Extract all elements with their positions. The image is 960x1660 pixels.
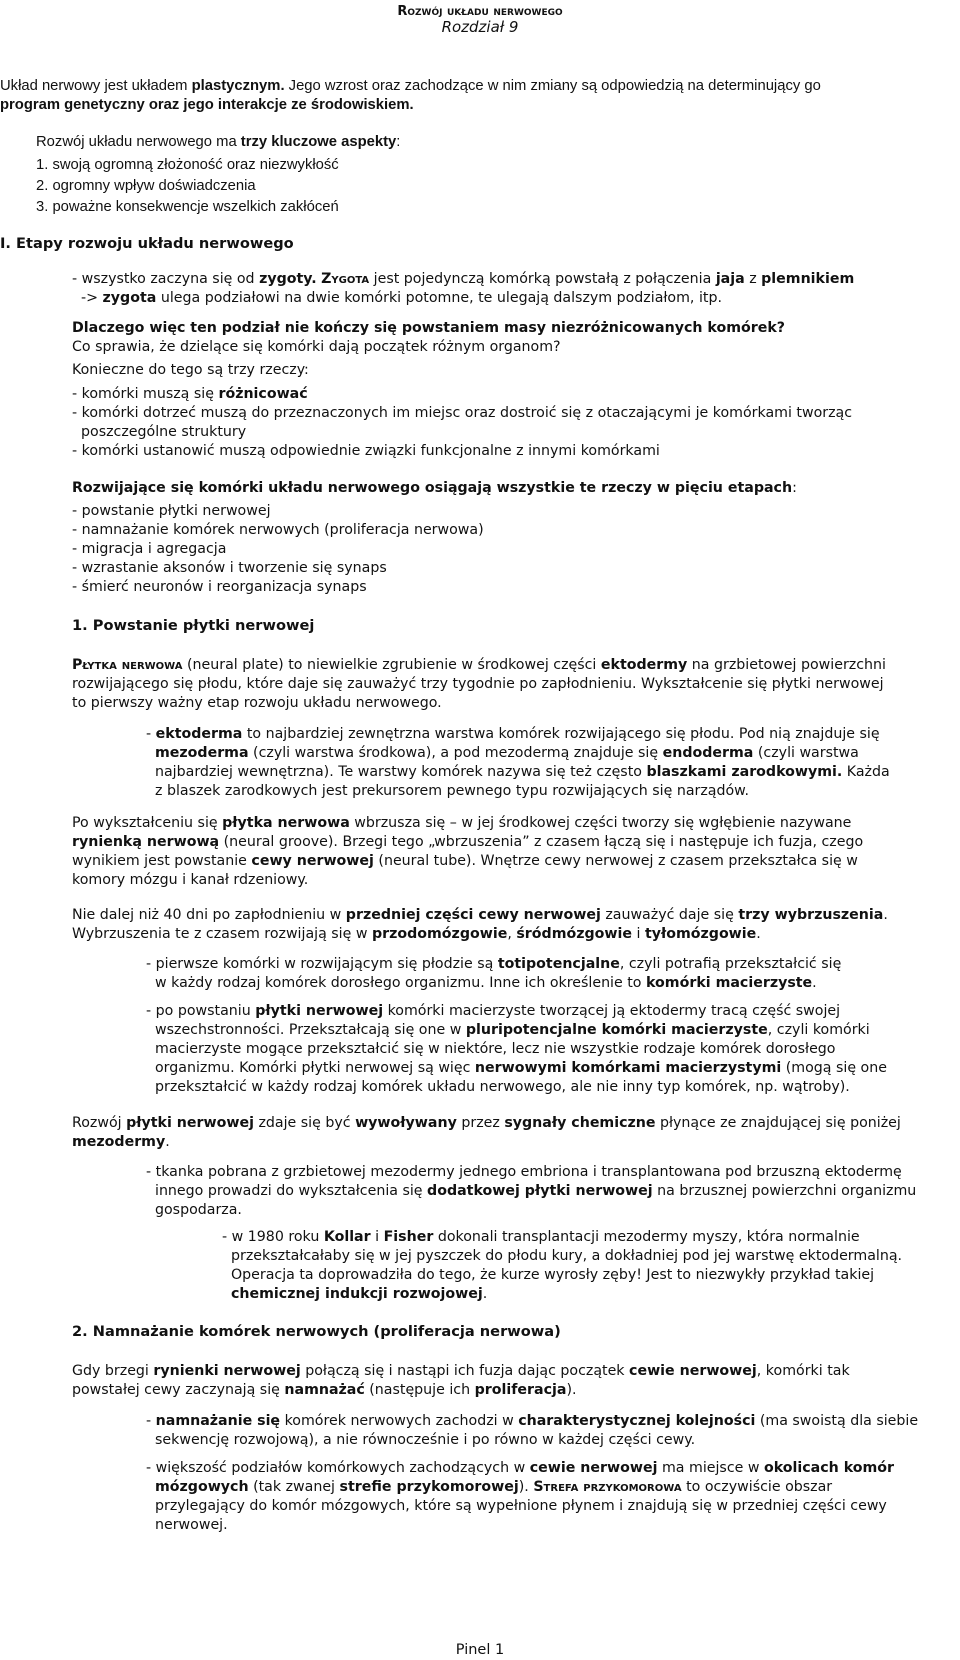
text-run: : (792, 480, 797, 496)
bold-term: różnicować (218, 386, 308, 402)
text-run: ma miejsce w (657, 1460, 764, 1476)
text-run: . (756, 926, 761, 942)
page-footer: Pinel 1 (455, 1642, 505, 1658)
bold-term: Kollar (323, 1229, 371, 1245)
stage-item: - śmierć neuronów i reorganizacja synaps (72, 579, 367, 595)
ektoderma-line (155, 744, 859, 763)
bold-term: przedniej części cewy nerwowej (345, 907, 601, 923)
text-run: - wszystko zaczyna się od (72, 271, 260, 287)
kollar-line (231, 1285, 487, 1304)
text-run: -> (72, 290, 103, 306)
text-run: innego prowadzi do wykształcenia się (155, 1183, 428, 1199)
paragraph-line (72, 1133, 170, 1152)
text-run: , czyli potrafią przekształcić się (619, 956, 842, 972)
text-run: na grzbietowej powierzchni (687, 657, 886, 673)
text-run: i (631, 926, 645, 942)
text-run: Gdy brzegi (72, 1363, 154, 1379)
stage-item: - wzrastanie aksonów i tworzenie się synaps (72, 560, 387, 576)
text-run: połączą się i nastąpi ich fuzja dając początek (300, 1363, 630, 1379)
pluri-line (155, 1021, 870, 1040)
text-run: powstałej cewy zaczynają się (72, 1382, 285, 1398)
bullet-line: nerwowej. (155, 1517, 228, 1533)
bold-term: Fisher (383, 1229, 434, 1245)
question-line: Co sprawia, że dzielące się komórki dają początek różnym organom? (72, 339, 561, 355)
paragraph-line: komory mózgu i kanał rdzeniowy. (72, 872, 309, 888)
text-run: przez (456, 1115, 505, 1131)
text-run: organizmu. Komórki płytki nerwowej są więc (155, 1060, 475, 1076)
need-item (72, 385, 308, 404)
bold-term: ektodermy (600, 657, 688, 673)
aspects-intro (36, 133, 400, 152)
text-run: ). (566, 1382, 577, 1398)
bullet-line: przylegający do komór mózgowych, które są wypełnione płynem i znajdują się w przedniej części cewy (155, 1498, 887, 1514)
text-run: Rozwój układu nerwowego ma (36, 134, 241, 150)
text-run: komórki macierzyste tworzącej ją ektodermy tracą część swojej (383, 1003, 841, 1019)
bold-term: dodatkowej płytki nerwowej (427, 1183, 653, 1199)
toti-line (155, 974, 817, 993)
bold-term: płytki nerwowej (255, 1003, 384, 1019)
bold-term: mezoderma (155, 745, 249, 761)
aspect-item: 1. swoją ogromną złożoność oraz niezwykłość (36, 157, 339, 173)
bold-term: namnażać (284, 1382, 365, 1398)
paragraph-line: rozwijającego się płodu, które daje się zauważyć trzy tygodnie po zapłodnieniu. Wykształcenie się płytki nerwowej (72, 676, 884, 692)
text-run: to najbardziej zewnętrzna warstwa komórek rozwijającego się płodu. Pod nią znajduje się (242, 726, 880, 742)
stages-intro (72, 479, 797, 498)
need-item: poszczególne struktury (72, 424, 247, 440)
zygote-line (72, 289, 722, 308)
text-run: Każda (842, 764, 890, 780)
intro-line (0, 77, 821, 96)
bold-term: cewie nerwowej (629, 1363, 757, 1379)
aspect-item: 3. poważne konsekwencje wszelkich zakłóceń (36, 199, 339, 215)
text-run: dokonali transplantacji mezodermy myszy, która normalnie (433, 1229, 860, 1245)
bold-term: jaja (715, 271, 745, 287)
bold-term: pluripotencjalne komórki macierzyste (465, 1022, 768, 1038)
paragraph-line (72, 1381, 577, 1400)
question-line: Dlaczego więc ten podział nie kończy się powstaniem masy niezróżnicowanych komórek? (72, 320, 786, 336)
bold-term: sygnały chemiczne (504, 1115, 656, 1131)
text-run: i (370, 1229, 384, 1245)
bold-term: mezodermy (72, 1134, 166, 1150)
ektoderma-line (155, 763, 890, 782)
pluri-line: przekształcić w każdy rodzaj komórek układu nerwowego, ale nie inny typ komórek, np. wątroby). (155, 1079, 850, 1095)
text-run: zauważyć daje się (600, 907, 739, 923)
bold-term: zygoty. (259, 271, 317, 287)
text-run: . (883, 907, 888, 923)
bold-term: cewy nerwowej (251, 853, 374, 869)
bold-term: Rozwijające się komórki układu nerwowego osiągają wszystkie te rzeczy w pięciu etapach (72, 480, 793, 496)
tkanka-line (155, 1182, 916, 1201)
pluri-line (155, 1059, 887, 1078)
text-run: - pierwsze komórki w rozwijającym się płodzie są (146, 956, 498, 972)
text-run: (neural plate) to niewielkie zgrubienie w środkowej części (182, 657, 601, 673)
text-run: w każdy rodzaj komórek dorosłego organizmu. Inne ich określenie to (155, 975, 646, 991)
paragraph-line (72, 656, 886, 675)
pluri-line (146, 1002, 840, 1021)
text-run: z (744, 271, 762, 287)
text-run: to oczywiście obszar (681, 1479, 833, 1495)
text-run: (następuje ich (364, 1382, 475, 1398)
text-run: Układ nerwowy jest układem (0, 78, 192, 94)
text-run: (mogą się one (781, 1060, 887, 1076)
text-run: - w 1980 roku (222, 1229, 324, 1245)
text-run: Jego wzrost oraz zachodzące w nim zmiany są odpowiedzią na determinujący go (284, 78, 821, 94)
paragraph-line: to pierwszy ważny etap rozwoju układu nerwowego. (72, 695, 442, 711)
bold-term: chemicznej indukcji rozwojowej (231, 1286, 483, 1302)
toti-line (146, 955, 841, 974)
text-run: wbrzusza się – w jej środkowej części tworzy się wgłębienie nazywane (349, 815, 852, 831)
text-run: Rozwój (72, 1115, 127, 1131)
aspect-item: 2. ogromny wpływ doświadczenia (36, 178, 256, 194)
bold-term: płytka nerwowa (222, 815, 350, 831)
zygote-line (72, 270, 854, 289)
bold-term: okolicach komór (763, 1460, 895, 1476)
text-run: (ma swoistą dla siebie (755, 1413, 919, 1429)
bold-term: śródmózgowie (516, 926, 632, 942)
text-run: na brzusznej powierzchni organizmu (652, 1183, 917, 1199)
bold-term: komórki macierzyste (646, 975, 813, 991)
ektoderma-line: z blaszek zarodkowych jest prekursorem pewnego typu rozwijających się narządów. (155, 783, 749, 799)
bold-term: trzy kluczowe aspekty (240, 134, 397, 150)
text-run: najbardziej wewnętrzna). Te warstwy komórek nazywa się też często (155, 764, 647, 780)
paragraph-line (72, 925, 761, 944)
stage-item: - powstanie płytki nerwowej (72, 503, 271, 519)
text-run: (neural tube). Wnętrze cewy nerwowej z czasem przekształca się w (373, 853, 858, 869)
paragraph-line (72, 814, 851, 833)
text-run: (tak zwanej (248, 1479, 340, 1495)
text-run: - większość podziałów komórkowych zachodzących w (146, 1460, 530, 1476)
needed-line: Konieczne do tego są trzy rzeczy: (72, 362, 309, 378)
text-run: . (165, 1134, 170, 1150)
bold-term: program genetyczny oraz jego interakcje ze środowiskiem. (0, 97, 414, 113)
text-run: . (812, 975, 817, 991)
text-run: Po wykształceniu się (72, 815, 223, 831)
part-heading: 1. Powstanie płytki nerwowej (72, 617, 315, 634)
text-run: , czyli komórki (767, 1022, 870, 1038)
text-run: (czyli warstwa (753, 745, 859, 761)
text-run: - po powstaniu (146, 1003, 256, 1019)
bold-term: trzy wybrzuszenia (738, 907, 884, 923)
bold-term: plastycznym. (191, 78, 285, 94)
text-run: . (482, 1286, 488, 1302)
text-run: - (146, 726, 156, 742)
bold-term: charakterystycznej kolejności (518, 1413, 756, 1429)
text-run: wynikiem jest powstanie (72, 853, 252, 869)
chapter-number: Rozdział 9 (441, 18, 519, 36)
text-run: zdaje się być (253, 1115, 356, 1131)
text-run: - komórki muszą się (72, 386, 219, 402)
stage-item: - migracja i agregacja (72, 541, 227, 557)
bold-term: namnażanie się (155, 1413, 281, 1429)
text-run: : (396, 134, 401, 150)
kollar-line: Operacja ta doprowadziła do tego, że kurze wyrosły zęby! Jest to niezwykły przykład takiej (231, 1267, 875, 1283)
bold-term: rynienką nerwową (72, 834, 220, 850)
bold-term: proliferacja (474, 1382, 567, 1398)
chapter-title: Rozwój układu nerwowego (397, 4, 563, 19)
bold-term: endoderma (662, 745, 754, 761)
bold-term: wywoływany (355, 1115, 457, 1131)
bold-term: zygota (102, 290, 157, 306)
section-heading: I. Etapy rozwoju układu nerwowego (0, 235, 294, 252)
pluri-line: macierzyste mogące przekształcić się w niektóre, lecz nie wszystkie rodzaje komórek dorosłego (155, 1041, 836, 1057)
intro-line (0, 96, 414, 115)
small-caps-term: Zygota (321, 271, 370, 287)
kollar-line: przekształcałaby się w jej pyszczek do płodu kury, a dokładniej pod jej warstwę ektodermalną. (231, 1248, 903, 1264)
paragraph-line (72, 852, 858, 871)
part-heading: 2. Namnażanie komórek nerwowych (proliferacja nerwowa) (72, 1323, 561, 1340)
text-run: Wybrzuszenia te z czasem rozwijają się w (72, 926, 372, 942)
bullet-line (146, 1412, 918, 1431)
text-run: komórek nerwowych zachodzi w (280, 1413, 519, 1429)
bullet-line: sekwencję rozwojową), a nie równocześnie i po równo w każdej części cewy. (155, 1432, 696, 1448)
stage-item: - namnażanie komórek nerwowych (proliferacja nerwowa) (72, 522, 484, 538)
text-run: płynące ze znajdującej się poniżej (655, 1115, 901, 1131)
bold-term: nerwowymi komórkami macierzystymi (474, 1060, 782, 1076)
tkanka-line: - tkanka pobrana z grzbietowej mezodermy jednego embriona i transplantowana pod brzuszną ektodermę (146, 1164, 902, 1180)
ektoderma-line (146, 725, 880, 744)
bold-term: strefie przykomorowej (339, 1479, 519, 1495)
paragraph-line (72, 1114, 901, 1133)
text-run: - (146, 1413, 156, 1429)
bold-term: totipotencjalne (497, 956, 620, 972)
bold-term: ektoderma (155, 726, 243, 742)
bold-term: płytki nerwowej (126, 1115, 254, 1131)
small-caps-term: Strefa przykomorowa (533, 1479, 682, 1495)
bold-term: blaszkami zarodkowymi. (646, 764, 843, 780)
paragraph-line (72, 906, 888, 925)
need-item: - komórki dotrzeć muszą do przeznaczonych im miejsc oraz dostroić się z otaczającymi je komórkami tworząc (72, 405, 853, 421)
text-run: , (507, 926, 517, 942)
bold-term: mózgowych (155, 1479, 249, 1495)
text-run: Nie dalej niż 40 dni po zapłodnieniu w (72, 907, 346, 923)
bold-term: plemnikiem (761, 271, 855, 287)
bold-term: cewie nerwowej (529, 1460, 658, 1476)
kollar-line (222, 1228, 860, 1247)
text-run: , komórki tak (756, 1363, 850, 1379)
bold-term: przodomózgowie (371, 926, 508, 942)
bold-term: rynienki nerwowej (153, 1363, 301, 1379)
paragraph-line (72, 1362, 850, 1381)
bullet-line (146, 1459, 894, 1478)
need-item: - komórki ustanowić muszą odpowiednie związki funkcjonalne z innymi komórkami (72, 443, 660, 459)
text-run: ulega podziałowi na dwie komórki potomne, te ulegają dalszym podziałom, itp. (156, 290, 722, 306)
tkanka-line: gospodarza. (155, 1202, 242, 1218)
text-run: (czyli warstwa środkowa), a pod mezodermą znajduje się (248, 745, 663, 761)
text-run: (neural groove). Brzegi tego „wbrzuszenia” z czasem łączą się i następuje ich fuzja, czego (219, 834, 864, 850)
bold-term: tyłomózgowie (644, 926, 757, 942)
text-run: wszechstronności. Przekształcają się one w (155, 1022, 466, 1038)
small-caps-term: Płytka nerwowa (72, 657, 183, 673)
bullet-line (155, 1478, 832, 1497)
text-run: jest pojedynczą komórką powstałą z połączenia (369, 271, 716, 287)
text-run: ). (518, 1479, 534, 1495)
paragraph-line (72, 833, 863, 852)
